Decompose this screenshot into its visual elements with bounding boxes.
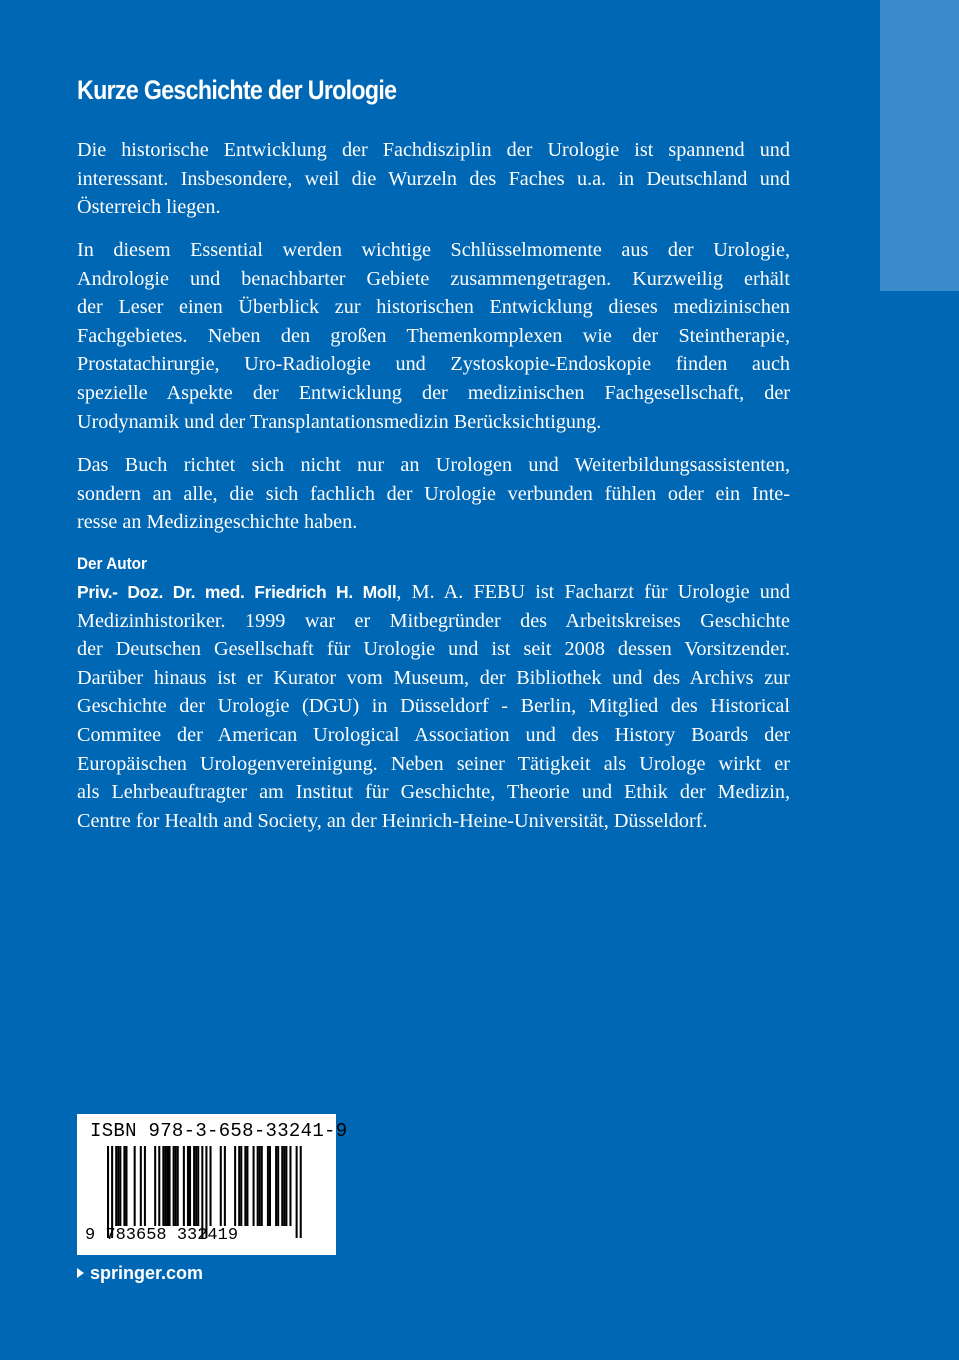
author-name: Priv.- Doz. Dr. med. Friedrich H. Moll xyxy=(77,582,397,602)
barcode-bar xyxy=(134,1146,136,1226)
barcode-bar xyxy=(197,1146,199,1226)
barcode-bar xyxy=(283,1146,285,1226)
barcode-bar xyxy=(183,1146,185,1226)
barcode-bar xyxy=(123,1146,125,1226)
text-line: resse an Medizingeschichte haben. xyxy=(77,511,358,534)
text-line: spezielle Aspekte der Entwicklung der medizinischen Fachgesellschaft, der xyxy=(77,381,790,404)
barcode-bar xyxy=(267,1146,269,1226)
barcode-bar xyxy=(300,1146,302,1238)
barcode-bar xyxy=(107,1146,109,1238)
barcode-bar xyxy=(158,1146,160,1226)
barcode-bar xyxy=(201,1146,203,1238)
barcode-bar xyxy=(257,1146,259,1226)
barcode-bar xyxy=(166,1146,168,1226)
barcode-bar xyxy=(164,1146,166,1226)
barcode-bar xyxy=(240,1146,242,1226)
text-line: Prostatachirurgie, Uro-Radiologie und Zystoskopie-Endoskopie finden auch xyxy=(77,353,790,376)
barcode-bar xyxy=(162,1146,164,1226)
author-section xyxy=(77,550,817,835)
barcode-bar xyxy=(154,1146,156,1226)
barcode-bar xyxy=(115,1146,117,1226)
side-color-tab xyxy=(880,0,959,291)
description-paragraph-1 xyxy=(77,136,817,222)
text-line: interessant. Insbesondere, weil die Wurzeln des Faches u.a. in Deutschland und xyxy=(77,167,790,190)
arrow-right-icon xyxy=(77,1268,84,1278)
barcode-bar xyxy=(193,1146,195,1226)
text-line: Geschichte der Urologie (DGU) in Düsseldorf - Berlin, Mitglied des Historical xyxy=(77,695,790,718)
isbn-barcode-box xyxy=(77,1114,348,1255)
barcode-bar xyxy=(205,1146,207,1238)
text-line: Österreich liegen. xyxy=(77,196,221,219)
barcode-bar xyxy=(187,1146,189,1226)
text-line: Commitee der American Urological Association und des History Boards der xyxy=(77,723,790,746)
text-line: Fachgebietes. Neben den großen Themenkomplexen wie der Steintherapie, xyxy=(77,324,790,347)
ean-digits: 9 783658 332419 xyxy=(85,1226,239,1245)
barcode-bar xyxy=(269,1146,271,1226)
book-title: Kurze Geschichte der Urologie xyxy=(77,75,397,105)
barcode-bar xyxy=(173,1146,175,1226)
barcode-bar xyxy=(259,1146,261,1226)
barcode-bar xyxy=(234,1146,236,1226)
barcode-bar xyxy=(125,1146,127,1226)
barcode-bar xyxy=(189,1146,191,1226)
springer-link[interactable] xyxy=(77,1262,203,1284)
text-line: Urodynamik und der Transplantationsmedizin Berücksichtigung. xyxy=(77,410,602,433)
text-line: der Leser einen Überblick zur historischen Entwicklung dieses medizinischen xyxy=(77,296,790,319)
barcode-bars xyxy=(107,1146,302,1238)
barcode-bar xyxy=(119,1146,121,1226)
barcode-bar xyxy=(224,1146,226,1226)
description-paragraph-2 xyxy=(77,236,817,436)
text-line: der Deutschen Gesellschaft für Urologie und ist seit 2008 dessen Vorsitzender. xyxy=(77,638,790,661)
barcode-bar xyxy=(111,1146,113,1238)
barcode-bar xyxy=(289,1146,291,1226)
isbn-text: ISBN 978-3-658-33241-9 xyxy=(90,1120,348,1142)
barcode-bar xyxy=(244,1146,246,1226)
barcode-bar xyxy=(275,1146,277,1226)
barcode-bar xyxy=(195,1146,197,1226)
text-line: Centre for Health and Society, an der Heinrich-Heine-Universität, Düsseldorf. xyxy=(77,809,708,832)
text-line: sondern an alle, die sich fachlich der Urologie verbunden fühlen oder ein Inte- xyxy=(77,482,790,505)
text-line: Die historische Entwicklung der Fachdisziplin der Urologie ist spannend und xyxy=(77,139,790,161)
text-line: Das Buch richtet sich nicht nur an Urologen und Weiterbildungsassistenten, xyxy=(77,454,790,476)
barcode-bar xyxy=(281,1146,283,1226)
text-line: In diesem Essential werden wichtige Schlüsselmomente aus der Urologie, xyxy=(77,239,790,261)
author-first-line xyxy=(77,578,790,607)
text-line: Andrologie und benachbarter Gebiete zusammengetragen. Kurzweilig erhält xyxy=(77,267,790,290)
barcode-bar xyxy=(285,1146,287,1226)
text-line: als Lehrbeauftragter am Institut für Geschichte, Theorie und Ethik der Medizin, xyxy=(77,781,790,804)
author-heading: Der Autor xyxy=(77,554,147,573)
barcode-bar xyxy=(253,1146,255,1226)
barcode-bar xyxy=(277,1146,279,1226)
barcode-bar xyxy=(169,1146,171,1226)
barcode-bar xyxy=(220,1146,222,1226)
author-first-line-rest: , M. A. FEBU ist Facharzt für Urologie und xyxy=(396,581,790,603)
text-line: Darüber hinaus ist er Kurator vom Museum, der Bibliothek und des Archivs zur xyxy=(77,666,790,689)
barcode-bar xyxy=(117,1146,119,1226)
barcode-bar xyxy=(140,1146,142,1226)
barcode-bar xyxy=(246,1146,248,1226)
barcode-bar xyxy=(175,1146,177,1226)
text-line: Medizinhistoriker. 1999 war er Mitbegründer des Arbeitskreises Geschichte xyxy=(77,609,790,632)
barcode-bar xyxy=(144,1146,146,1226)
text-line: Europäischen Urologenvereinigung. Neben seiner Tätigkeit als Urologe wirkt er xyxy=(77,752,790,775)
barcode-bar xyxy=(210,1146,212,1226)
description-paragraph-3 xyxy=(77,451,817,537)
barcode-bar xyxy=(296,1146,298,1238)
barcode-bar xyxy=(261,1146,263,1226)
barcode-bar xyxy=(238,1146,240,1226)
barcode-bar xyxy=(177,1146,179,1226)
springer-link-label: springer.com xyxy=(90,1263,204,1283)
